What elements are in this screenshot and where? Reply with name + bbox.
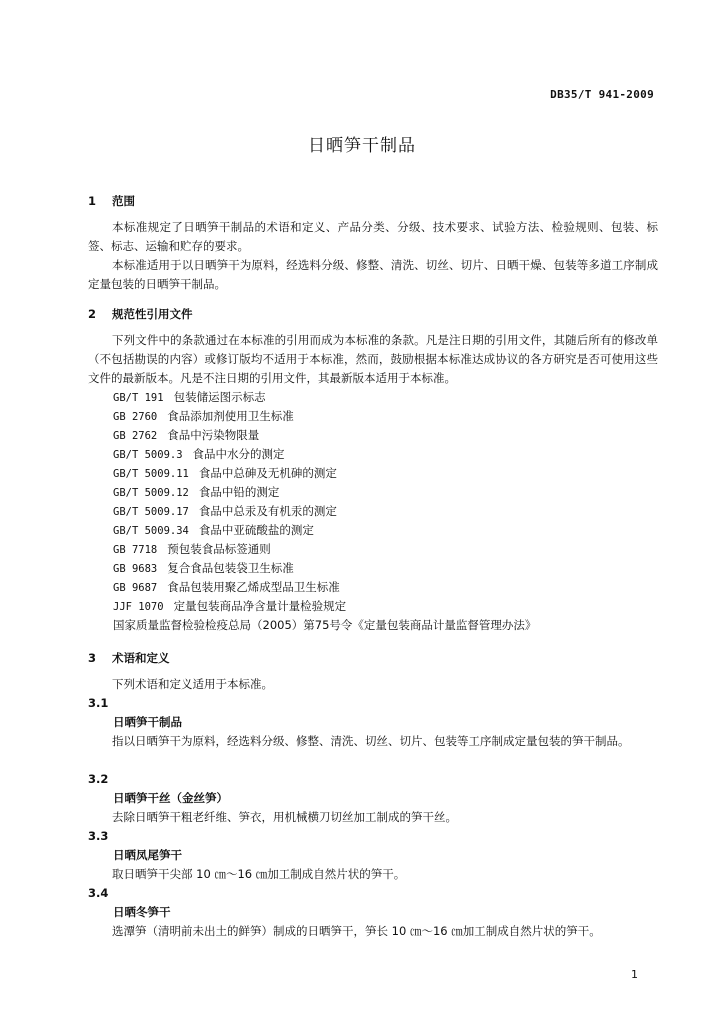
reference-title: 预包装食品标签通则 (167, 542, 271, 556)
term-number: 3.4 (88, 886, 109, 900)
reference-code: GB/T 5009.3 (113, 449, 183, 461)
page-number: 1 (631, 968, 638, 981)
section-3-heading (88, 650, 170, 666)
section-2-heading (88, 306, 193, 322)
section-1-heading (88, 193, 135, 209)
reference-code: GB 2762 (113, 430, 158, 442)
section-title: 规范性引用文件 (112, 307, 193, 321)
section-number: 1 (88, 194, 97, 208)
reference-title: 食品中水分的测定 (192, 447, 285, 461)
term-number: 3.1 (88, 696, 109, 710)
reference-code: GB 7718 (113, 544, 158, 556)
reference-item (113, 540, 271, 560)
term-name: 日晒笋干丝（金丝笋） (113, 791, 228, 805)
reference-item (113, 483, 279, 503)
reference-item (113, 578, 340, 598)
reference-item (113, 426, 259, 446)
section-title: 范围 (112, 194, 135, 208)
term-name: 日晒凤尾笋干 (113, 848, 182, 862)
reference-title: 定量包装商品净含量计量检验规定 (173, 599, 347, 613)
paragraph: 下列文件中的条款通过在本标准的引用而成为本标准的条款。凡是注日期的引用文件，其随后所有的修改单（不包括勘误的内容）或修订版均不适用于本标准，然而，鼓励根据本标准达成协议的各方研究是否可使用这些文件的最新版本。凡是不注日期的引用文件，其最新版本适用于本标准。 (88, 333, 658, 385)
section-number: 3 (88, 651, 97, 665)
reference-title: 复合食品包装袋卫生标准 (167, 561, 294, 575)
reference-title: 食品中总砷及无机砷的测定 (198, 466, 337, 480)
reference-code: GB 9683 (113, 563, 158, 575)
reference-title: 食品中污染物限量 (167, 428, 260, 442)
reference-item (113, 388, 266, 408)
reference-title: 食品添加剂使用卫生标准 (167, 409, 294, 423)
reference-title: 包装储运图示标志 (173, 390, 266, 404)
reference-item (113, 559, 294, 579)
term-definition: 去除日晒笋干粗老纤维、笋衣，用机械横刀切丝加工制成的笋干丝。 (112, 810, 457, 824)
term-definition: 指以日晒笋干为原料，经选料分级、修整、清洗、切丝、切片、包装等工序制成定量包装的笋干制品。 (112, 734, 630, 748)
term-name: 日晒冬笋干 (113, 905, 171, 919)
reference-item (113, 502, 337, 522)
reference-code: GB/T 5009.12 (113, 487, 189, 499)
term-number: 3.3 (88, 829, 109, 843)
term-name: 日晒笋干制品 (113, 715, 182, 729)
reference-item (113, 464, 337, 484)
reference-decree: 国家质量监督检验检疫总局（2005）第75号令《定量包装商品计量监督管理办法》 (113, 618, 537, 632)
reference-title: 食品中总汞及有机汞的测定 (198, 504, 337, 518)
reference-title: 食品中铅的测定 (198, 485, 280, 499)
term-definition: 取日晒笋干尖部 10 ㎝～16 ㎝加工制成自然片状的笋干。 (112, 867, 406, 881)
reference-code: GB/T 191 (113, 392, 164, 404)
reference-title: 食品中亚硫酸盐的测定 (198, 523, 314, 537)
paragraph: 本标准适用于以日晒笋干为原料，经选料分级、修整、清洗、切丝、切片、日晒干燥、包装等多道工序制成定量包装的日晒笋干制品。 (88, 258, 658, 291)
paragraph: 下列术语和定义适用于本标准。 (112, 677, 273, 691)
standard-code: DB35/T 941-2009 (550, 88, 654, 101)
section-title: 术语和定义 (112, 651, 170, 665)
section-number: 2 (88, 307, 97, 321)
document-title: 日晒笋干制品 (308, 136, 416, 156)
reference-item (113, 521, 314, 541)
reference-item (113, 597, 346, 617)
term-definition: 选潭笋（清明前未出土的鲜笋）制成的日晒笋干，笋长 10 ㎝～16 ㎝加工制成自然片状的笋干。 (112, 924, 601, 938)
term-number: 3.2 (88, 772, 109, 786)
reference-item (113, 407, 294, 427)
reference-code: GB/T 5009.17 (113, 506, 189, 518)
reference-code: GB/T 5009.34 (113, 525, 189, 537)
reference-code: GB 2760 (113, 411, 158, 423)
reference-code: GB 9687 (113, 582, 158, 594)
reference-item (113, 445, 285, 465)
reference-code: JJF 1070 (113, 601, 164, 613)
paragraph: 本标准规定了日晒笋干制品的术语和定义、产品分类、分级、技术要求、试验方法、检验规则、包装、标签、标志、运输和贮存的要求。 (88, 220, 658, 253)
reference-title: 食品包装用聚乙烯成型品卫生标准 (167, 580, 340, 594)
reference-code: GB/T 5009.11 (113, 468, 189, 480)
